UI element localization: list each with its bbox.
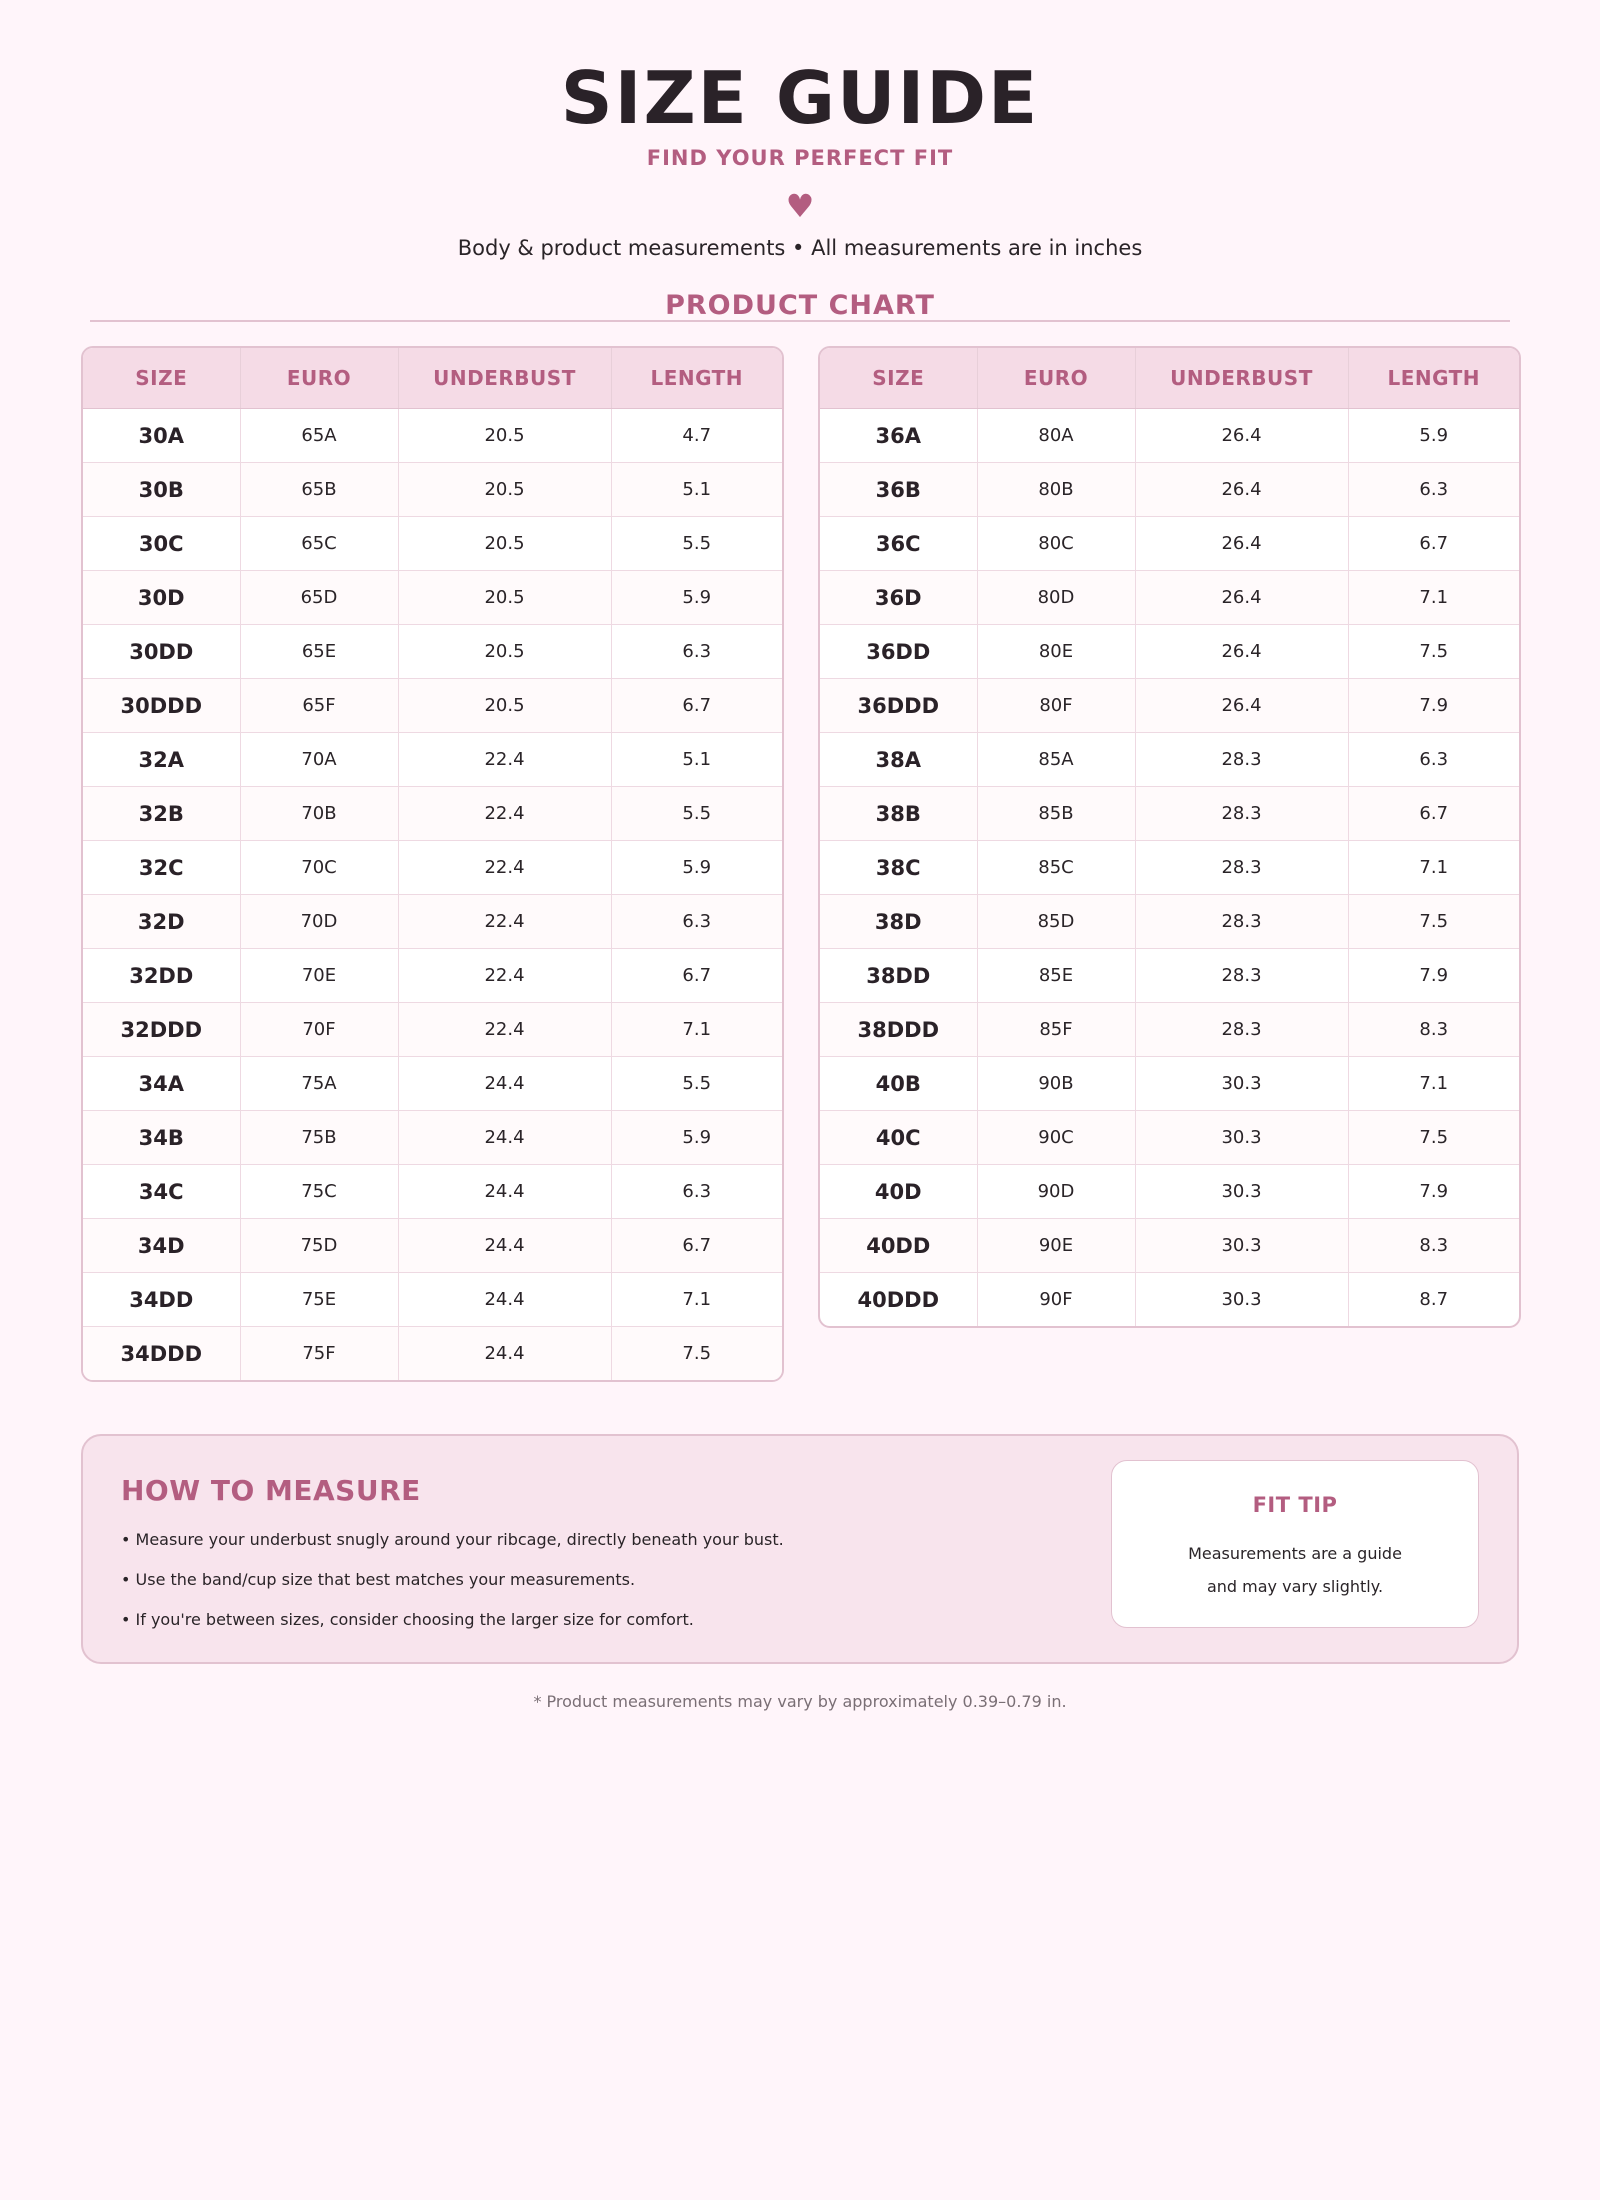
length-cell: 5.9	[611, 841, 782, 895]
underbust-cell: 26.4	[1135, 679, 1348, 733]
euro-cell: 75A	[240, 1057, 398, 1111]
euro-cell: 65F	[240, 679, 398, 733]
table-row	[83, 517, 782, 571]
length-cell: 6.7	[1348, 787, 1519, 841]
underbust-cell: 20.5	[398, 625, 611, 679]
length-cell: 7.5	[1348, 1111, 1519, 1165]
underbust-cell: 30.3	[1135, 1057, 1348, 1111]
underbust-cell: 26.4	[1135, 625, 1348, 679]
euro-cell: 65B	[240, 463, 398, 517]
table-row	[820, 409, 1519, 463]
length-cell: 5.5	[611, 517, 782, 571]
length-cell: 8.7	[1419, 1289, 1449, 1310]
length-cell: 8.3	[1348, 1003, 1519, 1057]
underbust-cell: 20.5	[398, 517, 611, 571]
size-cell: 32B	[83, 787, 240, 841]
table-row	[83, 1273, 782, 1327]
length-cell: 5.5	[611, 787, 782, 841]
table-row	[820, 787, 1519, 841]
euro-cell: 85B	[977, 787, 1135, 841]
size-cell: 40DDD	[820, 1273, 977, 1327]
size-cell: 34B	[83, 1111, 240, 1165]
euro-cell: 70B	[240, 787, 398, 841]
underbust-cell: 30.3	[1135, 1111, 1348, 1165]
length-cell: 5.9	[611, 571, 782, 625]
euro-cell: 75E	[240, 1273, 398, 1327]
fit-tip-text	[1132, 1537, 1458, 1603]
underbust-cell: 28.3	[1135, 787, 1348, 841]
size-cell: 40C	[820, 1111, 977, 1165]
measure-tip-item: • If you're between sizes, consider choosing the larger size for comfort.	[121, 1610, 694, 1629]
table-row	[820, 733, 1519, 787]
size-cell: 38DD	[820, 949, 977, 1003]
table-row	[820, 1165, 1519, 1219]
table-row	[83, 463, 782, 517]
column-header-size: SIZE	[820, 348, 977, 409]
length-cell: 5.1	[611, 733, 782, 787]
underbust-cell: 24.4	[398, 1111, 611, 1165]
underbust-cell: 30.3	[1135, 1219, 1348, 1273]
length-cell: 7.9	[1348, 1165, 1519, 1219]
underbust-cell: 26.4	[1135, 517, 1348, 571]
size-cell: 32C	[83, 841, 240, 895]
underbust-cell: 22.4	[398, 733, 611, 787]
length-cell: 7.1	[1348, 571, 1519, 625]
size-cell: 38D	[820, 895, 977, 949]
euro-cell: 75F	[240, 1327, 398, 1381]
euro-cell: 80C	[977, 517, 1135, 571]
fit-tip-line: Measurements are a guide	[1188, 1544, 1402, 1563]
page-subtitle: FIND YOUR PERFECT FIT	[646, 146, 954, 170]
table-row	[820, 679, 1519, 733]
size-cell: 32D	[83, 895, 240, 949]
fit-tip-line: and may vary slightly.	[1206, 1577, 1384, 1596]
size-cell: 32DD	[83, 949, 240, 1003]
column-header-size: SIZE	[83, 348, 240, 409]
euro-cell: 85A	[977, 733, 1135, 787]
column-header-underbust: UNDERBUST	[1135, 348, 1348, 409]
underbust-cell: 28.3	[1135, 1003, 1348, 1057]
underbust-cell: 24.4	[398, 1165, 611, 1219]
length-cell: 6.3	[1348, 463, 1519, 517]
table-row	[820, 1057, 1519, 1111]
underbust-cell: 24.4	[398, 1273, 611, 1327]
length-cell: 6.7	[611, 679, 782, 733]
column-header-length: LENGTH	[1348, 348, 1519, 409]
length-cell: 7.9	[1348, 949, 1519, 1003]
underbust-cell: 20.5	[398, 409, 611, 463]
euro-cell: 80F	[977, 679, 1135, 733]
size-table-left	[81, 346, 784, 1382]
euro-cell: 65C	[240, 517, 398, 571]
size-cell: 40DD	[820, 1219, 977, 1273]
length-cell: 5.9	[611, 1111, 782, 1165]
length-cell: 5.5	[611, 1057, 782, 1111]
size-cell: 30A	[83, 409, 240, 463]
euro-cell: 70E	[240, 949, 398, 1003]
underbust-cell: 28.3	[1135, 949, 1348, 1003]
euro-cell: 80D	[977, 571, 1135, 625]
table-row	[820, 463, 1519, 517]
size-cell: 36A	[820, 409, 977, 463]
length-cell: 7.5	[1348, 625, 1519, 679]
table-row	[83, 841, 782, 895]
euro-cell: 80E	[977, 625, 1135, 679]
column-header-underbust: UNDERBUST	[398, 348, 611, 409]
table-row	[83, 1057, 782, 1111]
table-row	[83, 571, 782, 625]
size-cell: 30B	[83, 463, 240, 517]
euro-cell: 85D	[977, 895, 1135, 949]
length-cell: 7.1	[611, 1273, 782, 1327]
length-cell: 6.3	[611, 1165, 782, 1219]
size-cell: 30D	[83, 571, 240, 625]
underbust-cell: 26.4	[1135, 463, 1348, 517]
euro-cell: 90B	[977, 1057, 1135, 1111]
underbust-cell: 30.3	[1135, 1165, 1348, 1219]
section-title: PRODUCT CHART	[665, 290, 935, 321]
column-header-euro: EURO	[977, 348, 1135, 409]
euro-cell: 75B	[240, 1111, 398, 1165]
table-row	[820, 1273, 1519, 1327]
table-row	[820, 1219, 1519, 1273]
table-header-row	[83, 348, 782, 409]
underbust-cell: 22.4	[398, 895, 611, 949]
length-cell: 7.1	[1348, 1057, 1519, 1111]
euro-cell: 75D	[240, 1219, 398, 1273]
euro-cell: 85C	[977, 841, 1135, 895]
underbust-cell: 26.4	[1135, 571, 1348, 625]
size-cell: 36DDD	[820, 679, 977, 733]
table-row	[83, 679, 782, 733]
fit-tip-card	[1111, 1460, 1479, 1628]
underbust-cell: 20.5	[398, 463, 611, 517]
section-divider	[90, 320, 1510, 322]
length-cell: 4.7	[611, 409, 782, 463]
euro-cell: 90F	[977, 1273, 1135, 1327]
how-to-measure-list	[121, 1528, 784, 1648]
table-row	[820, 895, 1519, 949]
size-cell: 32DDD	[83, 1003, 240, 1057]
underbust-cell: 24.4	[398, 1057, 611, 1111]
size-cell: 30DDD	[83, 679, 240, 733]
table-row	[83, 1003, 782, 1057]
table-row	[820, 1003, 1519, 1057]
euro-cell: 85E	[977, 949, 1135, 1003]
underbust-cell: 22.4	[398, 949, 611, 1003]
table-row	[83, 733, 782, 787]
underbust-cell: 22.4	[398, 787, 611, 841]
length-cell: 6.7	[611, 949, 782, 1003]
euro-cell: 65E	[240, 625, 398, 679]
how-to-measure-panel	[81, 1434, 1519, 1664]
size-cell: 36C	[820, 517, 977, 571]
size-cell: 34D	[83, 1219, 240, 1273]
length-cell: 6.7	[1348, 517, 1519, 571]
euro-cell: 85F	[977, 1003, 1135, 1057]
size-cell: 36B	[820, 463, 977, 517]
underbust-cell: 20.5	[398, 679, 611, 733]
length-cell: 7.5	[1348, 895, 1519, 949]
euro-cell: 65D	[240, 571, 398, 625]
size-cell: 34DDD	[83, 1327, 240, 1381]
heart-icon: ♥	[785, 187, 815, 225]
table-row	[83, 949, 782, 1003]
table-row	[83, 625, 782, 679]
table-row	[83, 1165, 782, 1219]
table-row	[820, 571, 1519, 625]
size-cell: 34C	[83, 1165, 240, 1219]
length-cell: 6.3	[1348, 733, 1519, 787]
table-row	[820, 517, 1519, 571]
length-cell: 6.3	[611, 625, 782, 679]
length-cell: 5.9	[1348, 409, 1519, 463]
euro-cell: 90E	[977, 1219, 1135, 1273]
table-row	[83, 895, 782, 949]
column-header-length: LENGTH	[611, 348, 782, 409]
length-cell: 8.3	[1348, 1219, 1519, 1273]
underbust-cell: 28.3	[1135, 895, 1348, 949]
euro-cell: 90C	[977, 1111, 1135, 1165]
underbust-cell: 22.4	[398, 841, 611, 895]
measure-tip-item: • Use the band/cup size that best matches your measurements.	[121, 1570, 636, 1589]
size-cell: 38DDD	[820, 1003, 977, 1057]
table-row	[820, 949, 1519, 1003]
size-table-right	[818, 346, 1521, 1328]
underbust-cell: 24.4	[398, 1327, 611, 1381]
underbust-cell: 26.4	[1135, 409, 1348, 463]
euro-cell: 70A	[240, 733, 398, 787]
size-cell: 40D	[820, 1165, 977, 1219]
length-cell: 6.7	[611, 1219, 782, 1273]
size-cell: 34A	[83, 1057, 240, 1111]
underbust-cell: 30.3	[1135, 1273, 1348, 1327]
footnote: * Product measurements may vary by approximately 0.39–0.79 in.	[533, 1692, 1067, 1711]
size-cell: 38B	[820, 787, 977, 841]
euro-cell: 65A	[240, 409, 398, 463]
table-row	[83, 1327, 782, 1381]
underbust-cell: 20.5	[398, 571, 611, 625]
table-header-row	[820, 348, 1519, 409]
euro-cell: 70C	[240, 841, 398, 895]
size-cell: 40B	[820, 1057, 977, 1111]
length-cell: 7.1	[611, 1003, 782, 1057]
euro-cell: 70D	[240, 895, 398, 949]
table-row	[820, 625, 1519, 679]
length-cell: 7.5	[611, 1327, 782, 1381]
euro-cell: 75C	[240, 1165, 398, 1219]
fit-tip-title: FIT TIP	[1252, 1493, 1338, 1517]
euro-cell: 80A	[977, 409, 1135, 463]
size-cell: 38C	[820, 841, 977, 895]
size-cell: 38A	[820, 733, 977, 787]
length-cell: 6.3	[611, 895, 782, 949]
table-row	[820, 841, 1519, 895]
table-row	[83, 1111, 782, 1165]
euro-cell: 90D	[977, 1165, 1135, 1219]
underbust-cell: 24.4	[398, 1219, 611, 1273]
length-cell: 7.9	[1348, 679, 1519, 733]
size-cell: 32A	[83, 733, 240, 787]
table-row	[83, 787, 782, 841]
underbust-cell: 22.4	[398, 1003, 611, 1057]
size-cell: 36D	[820, 571, 977, 625]
size-cell: 30DD	[83, 625, 240, 679]
underbust-cell: 28.3	[1135, 733, 1348, 787]
length-cell: 5.1	[611, 463, 782, 517]
euro-cell: 80B	[977, 463, 1135, 517]
length-cell: 7.1	[1348, 841, 1519, 895]
size-cell: 34DD	[83, 1273, 240, 1327]
how-to-measure-title: HOW TO MEASURE	[121, 1474, 421, 1507]
column-header-euro: EURO	[240, 348, 398, 409]
table-row	[820, 1111, 1519, 1165]
page-title: SIZE GUIDE	[560, 56, 1040, 140]
euro-cell: 70F	[240, 1003, 398, 1057]
underbust-cell: 28.3	[1135, 841, 1348, 895]
measure-tip-item: • Measure your underbust snugly around your ribcage, directly beneath your bust.	[121, 1530, 784, 1549]
size-cell: 36DD	[820, 625, 977, 679]
table-row	[83, 1219, 782, 1273]
table-row	[83, 409, 782, 463]
size-cell: 30C	[83, 517, 240, 571]
page-description: Body & product measurements • All measurements are in inches	[457, 236, 1143, 260]
